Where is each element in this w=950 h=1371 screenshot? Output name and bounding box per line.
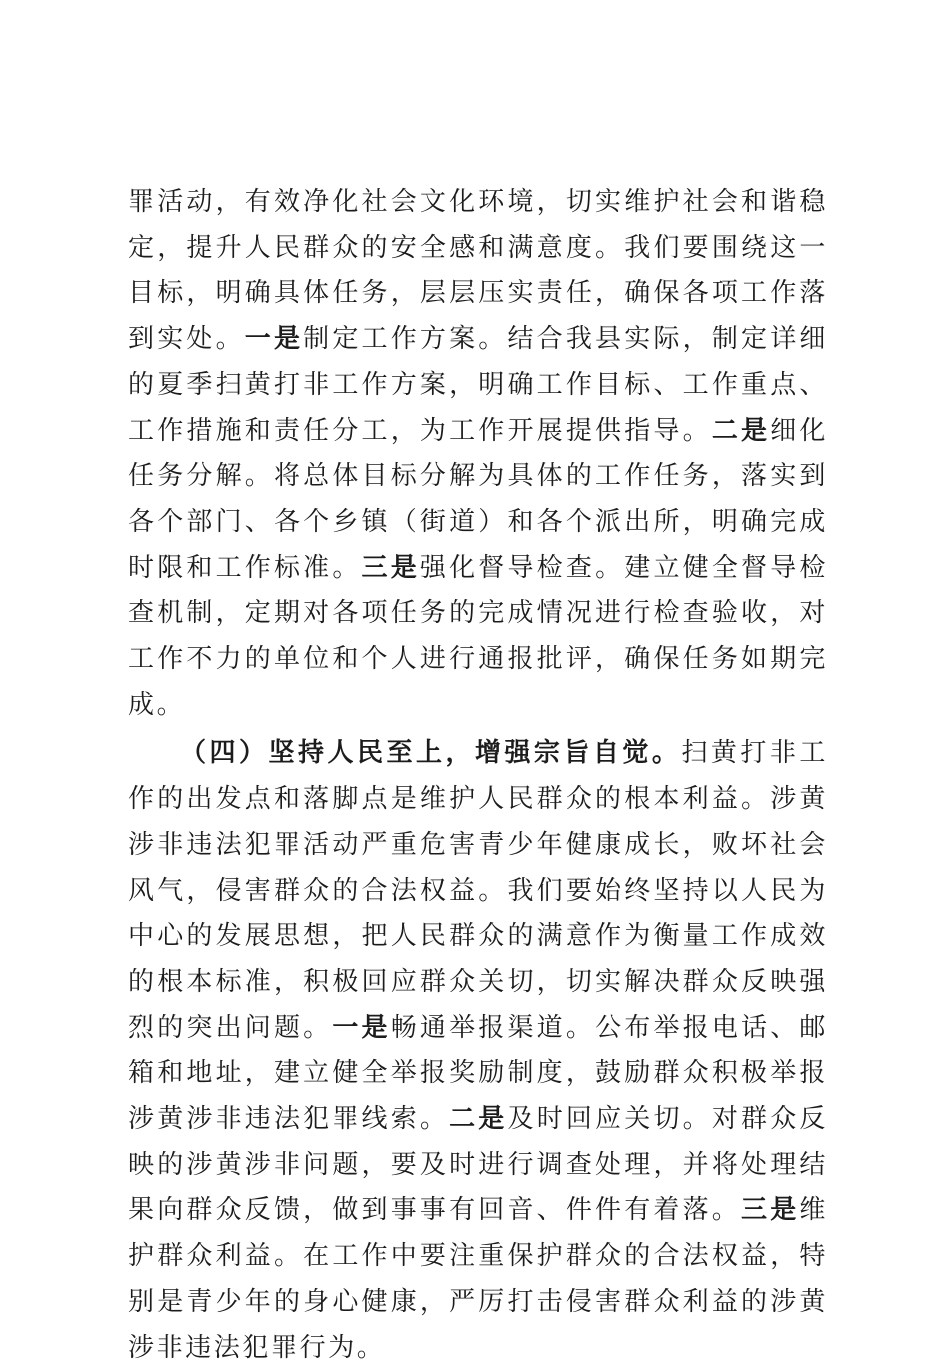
paragraph-2-text-3: 及时回应关切。对群众反映的涉黄涉非问题，要及时进行调查处理，并将处理结果向群众反馈，做到事事有回音、件件有着落。 [128,1104,829,1226]
paragraph-2-bold-point-3: 三是 [741,1195,800,1226]
paragraph-2-bold-point-1: 一是 [332,1012,391,1043]
paragraph-1-text-3: 细化任务分解。将总体目标分解为具体的工作任务，落实到各个部门、各个乡镇（街道）和各个派出所，明确完成时限和工作标准。 [128,415,828,583]
paragraph-2-text-1: 扫黄打非工作的出发点和落脚点是维护人民群众的根本利益。涉黄涉非违法犯罪活动严重危害青少年健康成长，败坏社会风气，侵害群众的合法权益。我们要始终坚持以人民为中心的发展思想，把人民群众的满意作为衡量工作成效的根本标准，积极回应群众关切，切实解决群众反映强烈的突出问题。 [128,738,828,1043]
paragraph-1-text-2: 制定工作方案。结合我县实际，制定详细的夏季扫黄打非工作方案，明确工作目标、工作重点、工作措施和责任分工，为工作开展提供指导。 [128,324,828,446]
paragraph-1-bold-point-2: 二是 [711,415,771,446]
paragraph-1-text-4: 强化督导检查。建立健全督导检查机制，定期对各项任务的完成情况进行检查验收，对工作不力的单位和个人进行通报批评，确保任务如期完成。 [128,552,828,720]
document-body [128,180,828,1371]
paragraph-2-text-2: 畅通举报渠道。公布举报电话、邮箱和地址，建立健全举报奖励制度，鼓励群众积极举报涉黄涉非违法犯罪线索。 [128,1012,828,1135]
section-heading-4: （四）坚持人民至上，增强宗旨自觉。 [180,738,682,769]
paragraph-1 [128,180,828,728]
paragraph-2 [128,731,828,1371]
paragraph-1-bold-point-1: 一是 [244,324,304,355]
paragraph-1-bold-point-3: 三是 [361,552,420,583]
paragraph-2-bold-point-2: 二是 [449,1104,508,1135]
paragraph-1-text-1: 罪活动，有效净化社会文化环境，切实维护社会和谐稳定，提升人民群众的安全感和满意度。我们要围绕这一目标，明确具体任务，层层压实责任，确保各项工作落到实处。 [128,187,828,355]
paragraph-2-text-4: 维护群众利益。在工作中要注重保护群众的合法权益，特别是青少年的身心健康，严厉打击侵害群众利益的涉黄涉非违法犯罪行为。 [128,1195,828,1363]
